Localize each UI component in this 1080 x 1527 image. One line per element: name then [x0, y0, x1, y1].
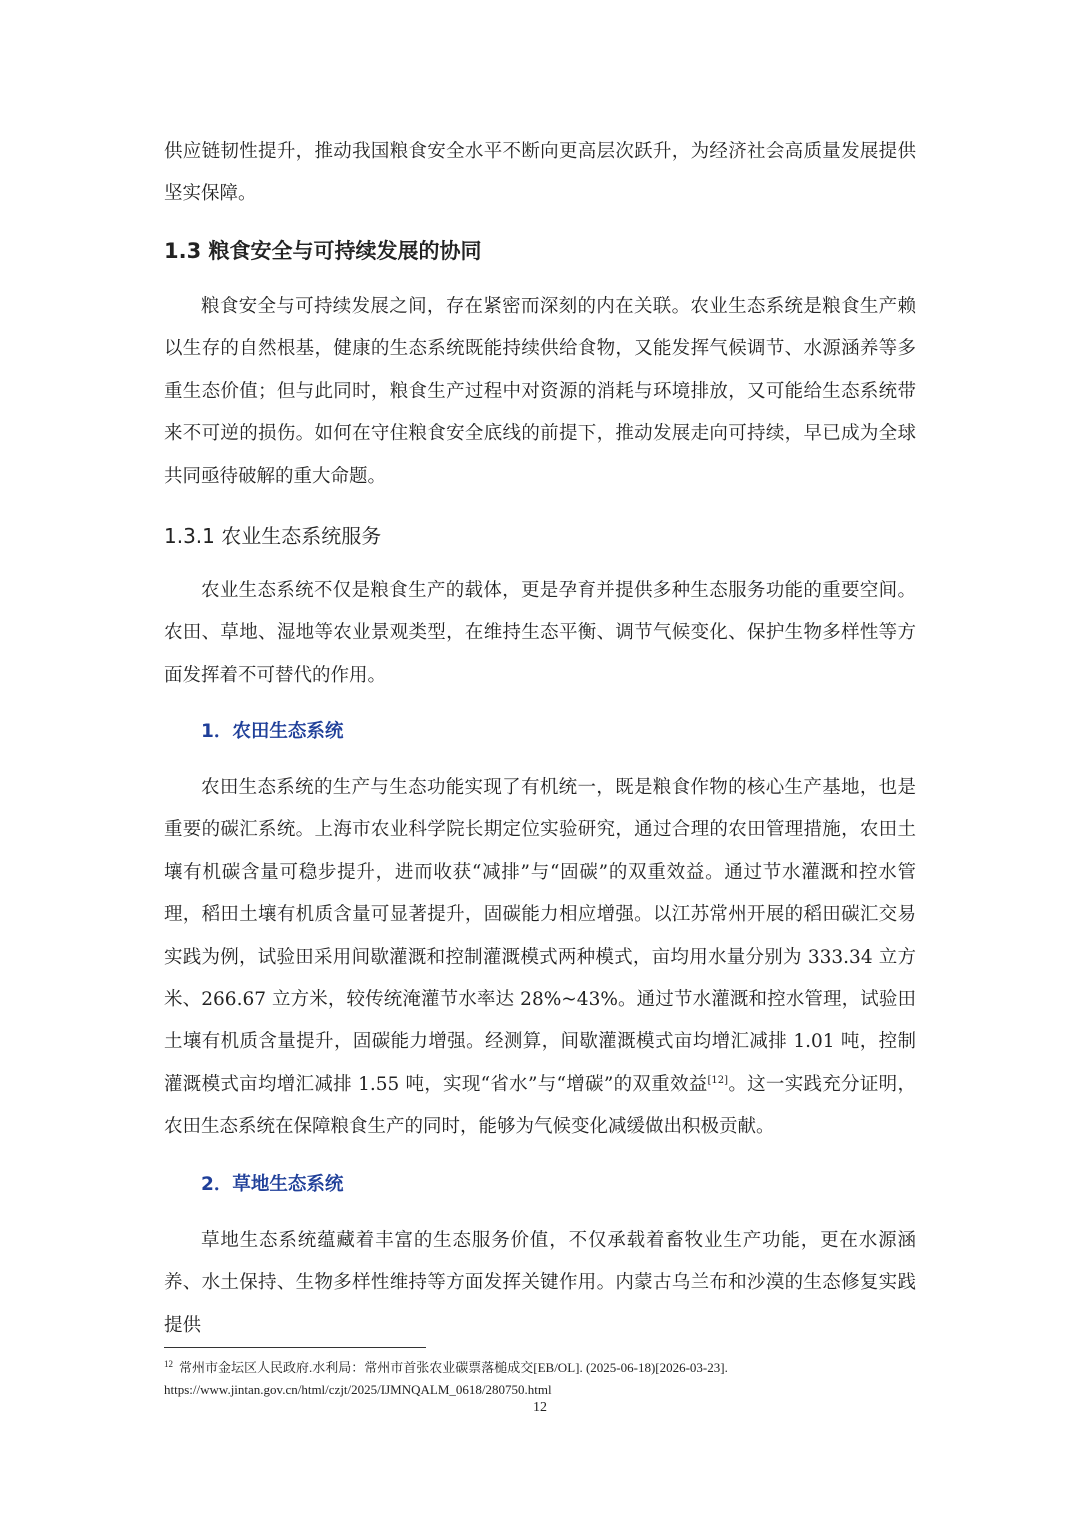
- page-number: 12: [533, 1400, 547, 1415]
- paragraph-farmland-ecosystem: [164, 767, 916, 1149]
- subsection-heading: 1.3.1 农业生态系统服务: [164, 524, 382, 548]
- item-heading-grassland: 2．草地生态系统: [201, 1174, 344, 1195]
- section-heading: 1.3 粮食安全与可持续发展的协同: [164, 239, 482, 263]
- farmland-text-end: 。这一实践充分证明，农田生态系统在保障粮食生产的同时，能够为气候变化减缓做出积极贡献。: [164, 1073, 916, 1138]
- footnote: [164, 1357, 924, 1401]
- item-heading-farmland: 1．农田生态系统: [201, 721, 344, 742]
- footnote-url[interactable]: https://www.jintan.gov.cn/html/czjt/2025/IJMNQALM_0618/280750.html: [164, 1382, 552, 1397]
- footnote-number: 12: [164, 1359, 173, 1369]
- paragraph-grassland-ecosystem: 草地生态系统蕴藏着丰富的生态服务价值，不仅承载着畜牧业生产功能，更在水源涵养、水土保持、生物多样性维持等方面发挥关键作用。内蒙古乌兰布和沙漠的生态修复实践提供: [164, 1230, 916, 1336]
- farmland-text: 农田生态系统的生产与生态功能实现了有机统一，既是粮食作物的核心生产基地，也是重要的碳汇系统。上海市农业科学院长期定位实验研究，通过合理的农田管理措施，农田土壤有机碳含量可稳步提升，进而收获“减排”与“固碳”的双重效益。通过节水灌溉和控水管理，稻田土壤有机质含量可显著提升，固碳能力相应增强。以江苏常州开展的稻田碳汇交易实践为例，试验田采用间歇灌溉和控制灌溉模式两种模式，亩均用水量分别为 333.34 立方米、266.67 立方米，较传统淹灌节水率达 28%~43%。通过节水灌溉和控水管理，试验田土壤有机质含量提升，固碳能力增强。经测算，间歇灌溉模式亩均增汇减排 1.01 吨，控制灌溉模式亩均增汇减排 1.55 吨，实现“省水”与“增碳”的双重效益: [164, 777, 916, 1095]
- citation-ref-12[interactable]: [12]: [707, 1074, 729, 1086]
- paragraph-food-security-sustainability: 粮食安全与可持续发展之间，存在紧密而深刻的内在关联。农业生态系统是粮食生产赖以生存的自然根基，健康的生态系统既能持续供给食物，又能发挥气候调节、水源涵养等多重生态价值；但与此同时，粮食生产过程中对资源的消耗与环境排放，又可能给生态系统带来不可逆的损伤。如何在守住粮食安全底线的前提下，推动发展走向可持续，早已成为全球共同亟待破解的重大命题。: [164, 296, 916, 487]
- paragraph-ecosystem-services: 农业生态系统不仅是粮食生产的载体，更是孕育并提供多种生态服务功能的重要空间。农田、草地、湿地等农业景观类型，在维持生态平衡、调节气候变化、保护生物多样性等方面发挥着不可替代的作用。: [164, 580, 916, 686]
- paragraph-continuation: 供应链韧性提升，推动我国粮食安全水平不断向更高层次跃升，为经济社会高质量发展提供坚实保障。: [164, 141, 916, 205]
- footnote-divider: [164, 1347, 426, 1348]
- footnote-text: 常州市金坛区人民政府.水利局：常州市首张农业碳票落槌成交[EB/OL]. (2025-06-18)[2026-03-23].: [179, 1360, 728, 1375]
